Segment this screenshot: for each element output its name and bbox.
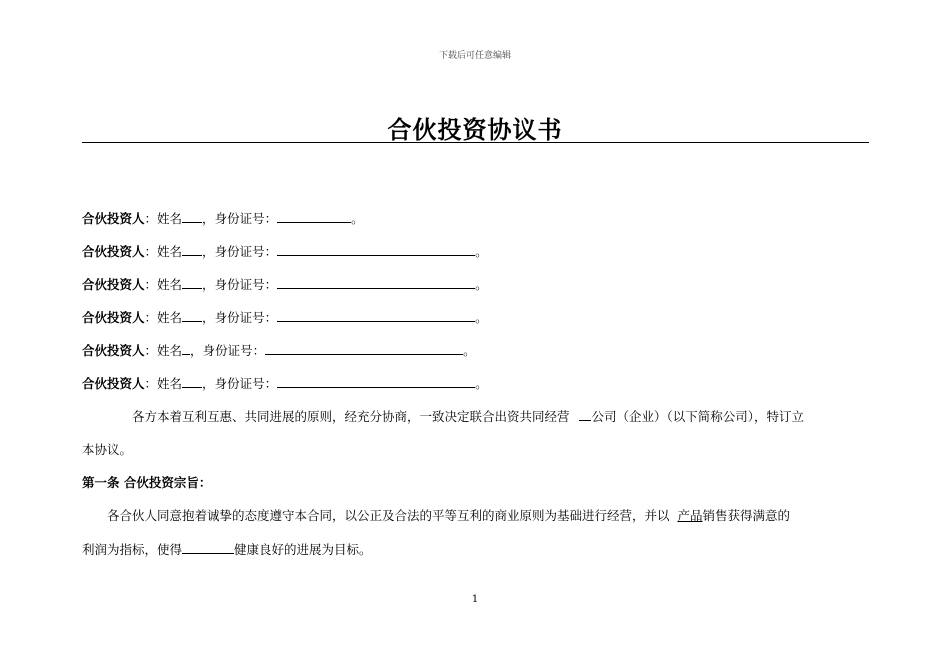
separator: ，	[202, 310, 215, 325]
document-body	[82, 208, 870, 572]
intro-text: 本协议。	[82, 442, 133, 457]
name-blank	[182, 373, 202, 388]
colon: ：	[144, 277, 158, 292]
intro-text: 公司（企业）（以下简称公司），特订立	[591, 409, 804, 424]
name-label: 姓名	[157, 211, 183, 226]
id-blank	[277, 208, 351, 223]
colon: ：	[144, 310, 158, 325]
investor-line	[82, 373, 870, 406]
separator: ，	[202, 277, 215, 292]
name-label: 姓名	[157, 376, 183, 391]
investor-label: 合伙投资人	[82, 277, 145, 292]
id-label: 身份证号：	[214, 310, 278, 325]
article-heading: 第一条 合伙投资宗旨：	[82, 475, 212, 490]
investor-label: 合伙投资人	[82, 310, 145, 325]
id-label: 身份证号：	[214, 376, 278, 391]
name-label: 姓名	[157, 310, 183, 325]
title-divider	[82, 142, 869, 143]
separator: ，	[202, 376, 215, 391]
period: 。	[463, 343, 476, 358]
period: 。	[475, 310, 488, 325]
period: 。	[475, 376, 488, 391]
name-label: 姓名	[157, 244, 183, 259]
period: 。	[351, 211, 364, 226]
period: 。	[475, 277, 488, 292]
header-note: 下载后可任意编辑	[438, 51, 511, 61]
name-blank	[182, 208, 202, 223]
colon: ：	[144, 211, 158, 226]
id-blank	[277, 307, 475, 322]
colon: ：	[144, 376, 158, 391]
id-blank	[277, 241, 475, 256]
name-blank	[182, 241, 202, 256]
period: 。	[475, 244, 488, 259]
separator: ，	[190, 343, 203, 358]
investor-label: 合伙投资人	[82, 244, 145, 259]
intro-paragraph-line	[82, 439, 870, 472]
intro-text: 各方本着互利互惠、共同进展的原则，经充分协商，一致决定联合出资共同经营	[132, 409, 570, 424]
product-field: 产品	[677, 508, 703, 523]
id-label: 身份证号：	[202, 343, 266, 358]
separator: ，	[202, 211, 215, 226]
name-blank	[182, 340, 190, 355]
name-blank	[182, 274, 202, 289]
name-blank	[182, 307, 202, 322]
separator: ，	[202, 244, 215, 259]
investor-label: 合伙投资人	[82, 376, 145, 391]
company-blank	[182, 539, 234, 554]
article-paragraph-line	[82, 505, 870, 539]
article-text: 各合伙人同意抱着诚挚的态度遵守本合同，以公正及合法的平等互利的商业原则为基础进行经营，并以	[107, 508, 670, 523]
id-blank	[265, 340, 463, 355]
investor-line	[82, 340, 870, 373]
name-label: 姓名	[157, 277, 183, 292]
intro-paragraph-line	[82, 406, 870, 439]
company-blank	[579, 406, 591, 421]
id-label: 身份证号：	[214, 244, 278, 259]
article-text: 销售获得满意的	[702, 508, 790, 523]
page-number: 1	[471, 594, 479, 605]
colon: ：	[144, 343, 158, 358]
investor-line	[82, 307, 870, 340]
investor-line	[82, 208, 870, 241]
investor-line	[82, 241, 870, 274]
id-label: 身份证号：	[214, 211, 278, 226]
document-title: 合伙投资协议书	[387, 116, 563, 144]
id-blank	[277, 373, 475, 388]
investor-label: 合伙投资人	[82, 211, 145, 226]
article-paragraph-line	[82, 539, 870, 572]
investor-line	[82, 274, 870, 307]
article-text: 健康良好的进展为目标。	[234, 542, 372, 557]
id-label: 身份证号：	[214, 277, 278, 292]
name-label: 姓名	[157, 343, 183, 358]
investor-label: 合伙投资人	[82, 343, 145, 358]
article-text: 利润为指标，使得	[82, 542, 183, 557]
id-blank	[277, 274, 475, 289]
colon: ：	[144, 244, 158, 259]
